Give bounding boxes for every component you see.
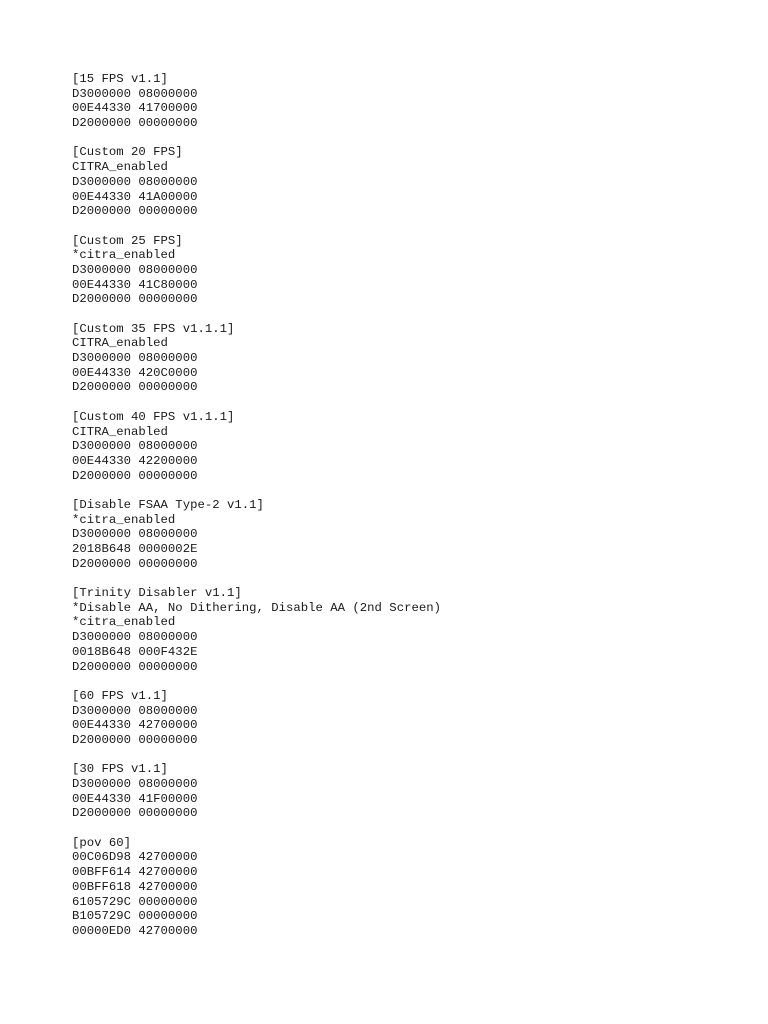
cheat-code-line: D2000000 00000000 — [72, 732, 198, 747]
cheat-code-line: D3000000 08000000 — [72, 777, 198, 791]
cheat-code-title: [Custom 25 FPS] — [72, 233, 183, 248]
cheat-code-line: D2000000 00000000 — [72, 292, 198, 307]
cheat-code-line: D3000000 08000000 — [72, 439, 198, 454]
cheat-code-line: D3000000 08000000 — [72, 86, 198, 101]
cheat-code-line: 00E44330 41F00000 — [72, 791, 198, 806]
cheat-code-block — [72, 586, 732, 674]
cheat-code-line: D2000000 00000000 — [72, 556, 198, 571]
cheat-code-line: CITRA_enabled — [72, 424, 168, 439]
cheat-code-line: *Disable AA, No Dithering, Disable AA (2nd Screen) — [72, 600, 441, 615]
cheat-code-line: 00BFF614 42700000 — [72, 865, 198, 880]
cheat-code-block — [72, 410, 732, 483]
cheat-code-title: [pov 60] — [72, 835, 132, 850]
cheat-code-line: 00E44330 42700000 — [72, 718, 198, 733]
cheat-code-title: [15 FPS v1.1] — [72, 72, 168, 86]
cheat-code-line: B105729C 00000000 — [72, 909, 198, 924]
cheat-code-line: 00E44330 41C80000 — [72, 277, 198, 292]
cheat-code-line: D2000000 00000000 — [72, 806, 198, 821]
cheat-code-line: D3000000 08000000 — [72, 703, 198, 718]
cheat-code-title: [Trinity Disabler v1.1] — [72, 586, 242, 601]
cheat-code-line: 6105729C 00000000 — [72, 894, 198, 909]
cheat-code-block — [72, 72, 732, 131]
cheat-code-line: 00000ED0 42700000 — [72, 923, 198, 938]
cheat-code-line: D3000000 08000000 — [72, 174, 198, 189]
cheat-code-line: 00E44330 41700000 — [72, 101, 198, 116]
cheat-code-line: D2000000 00000000 — [72, 380, 198, 395]
cheat-code-line: D3000000 08000000 — [72, 262, 198, 277]
cheat-code-line: D2000000 00000000 — [72, 116, 198, 131]
cheat-code-line: D3000000 08000000 — [72, 351, 198, 366]
cheat-code-line: CITRA_enabled — [72, 336, 168, 351]
cheat-code-line: 00E44330 42200000 — [72, 453, 198, 468]
cheat-code-block — [72, 145, 732, 218]
cheat-code-line: D2000000 00000000 — [72, 204, 198, 219]
cheat-code-title: [30 FPS v1.1] — [72, 762, 168, 777]
document-page — [72, 72, 732, 953]
cheat-code-line: *citra_enabled — [72, 512, 176, 527]
cheat-code-line: *citra_enabled — [72, 248, 176, 263]
cheat-code-block — [72, 689, 732, 748]
cheat-code-line: D3000000 08000000 — [72, 527, 198, 542]
cheat-code-line: 2018B648 0000002E — [72, 542, 198, 556]
cheat-code-block — [72, 836, 732, 939]
cheat-code-line: *citra_enabled — [72, 615, 176, 630]
cheat-code-line: 00BFF618 42700000 — [72, 879, 198, 894]
cheat-code-title: [Disable FSAA Type-2 v1.1] — [72, 497, 264, 512]
cheat-code-line: D2000000 00000000 — [72, 659, 198, 674]
cheat-code-line: D3000000 08000000 — [72, 630, 198, 645]
cheat-code-line: 00E44330 420C0000 — [72, 365, 198, 380]
cheat-code-block — [72, 322, 732, 395]
cheat-code-line: 0018B648 000F432E — [72, 644, 198, 659]
cheat-code-title: [Custom 40 FPS v1.1.1] — [72, 409, 235, 424]
cheat-code-title: [Custom 35 FPS v1.1.1] — [72, 321, 235, 336]
cheat-code-line: CITRA_enabled — [72, 160, 168, 175]
cheat-code-block — [72, 234, 732, 307]
cheat-code-block — [72, 498, 732, 571]
cheat-code-line: D2000000 00000000 — [72, 468, 198, 483]
cheat-code-title: [Custom 20 FPS] — [72, 145, 183, 160]
cheat-code-line: 00C06D98 42700000 — [72, 850, 198, 865]
cheat-code-block — [72, 762, 732, 821]
cheat-code-line: 00E44330 41A00000 — [72, 189, 198, 204]
cheat-code-title: [60 FPS v1.1] — [72, 688, 168, 703]
